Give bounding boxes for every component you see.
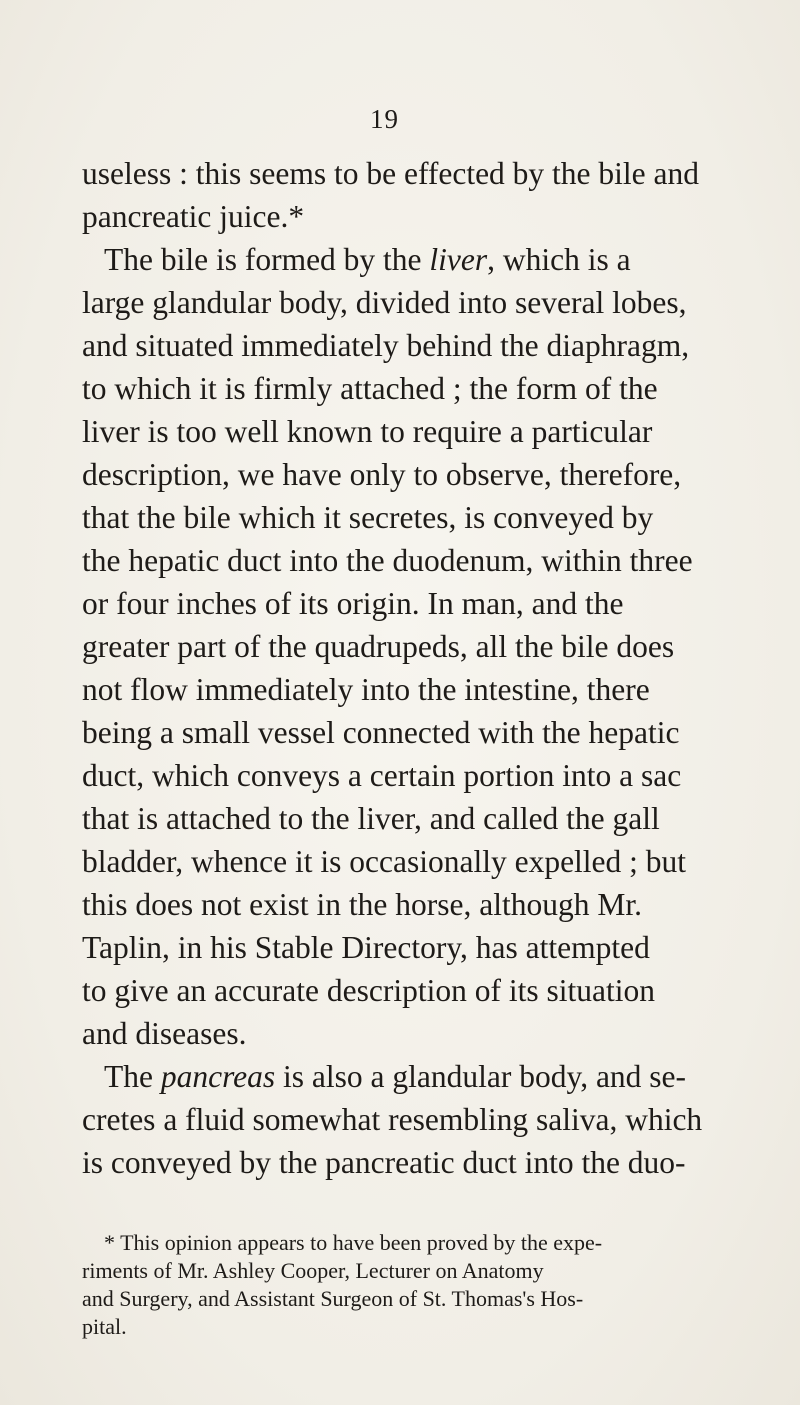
text-line: and diseases. — [82, 1016, 247, 1051]
text-line: that is attached to the liver, and called the gall — [82, 801, 660, 836]
text-line: liver is too well known to require a particular — [82, 414, 653, 449]
text-line: Taplin, in his Stable Directory, has attempted — [82, 930, 650, 965]
body-text — [82, 152, 742, 1184]
text-line: that the bile which it secretes, is conveyed by — [82, 500, 654, 535]
text-line: description, we have only to observe, therefore, — [82, 457, 682, 492]
text-line: cretes a fluid somewhat resembling saliva, which — [82, 1102, 703, 1137]
text-line: greater part of the quadrupeds, all the bile does — [82, 629, 675, 664]
text-line: to which it is firmly attached ; the form of the — [82, 371, 658, 406]
text-line: duct, which conveys a certain portion into a sac — [82, 758, 682, 793]
text-run: , which is a — [487, 242, 631, 277]
footnote-line: riments of Mr. Ashley Cooper, Lecturer on Anatomy — [82, 1258, 544, 1283]
italic-term-liver: liver — [429, 242, 488, 277]
footnote-line: * This opinion appears to have been proved by the expe- — [104, 1230, 603, 1255]
text-line: to give an accurate description of its situation — [82, 973, 655, 1008]
paragraph-first-line — [82, 1055, 742, 1098]
text-line: not flow immediately into the intestine, there — [82, 672, 650, 707]
text-line: useless : this seems to be effected by the bile and — [82, 156, 700, 191]
text-run: The — [104, 1059, 161, 1094]
text-run: The bile is formed by the — [104, 242, 430, 277]
text-run: is also a glandular body, and se- — [275, 1059, 687, 1094]
footnote-line: pital. — [82, 1314, 127, 1339]
text-line: and situated immediately behind the diaphragm, — [82, 328, 690, 363]
text-line: or four inches of its origin. In man, and the — [82, 586, 624, 621]
text-line: large glandular body, divided into several lobes, — [82, 285, 687, 320]
italic-term-pancreas: pancreas — [160, 1059, 276, 1094]
page-number: 19 — [370, 104, 399, 134]
text-line: bladder, whence it is occasionally expelled ; but — [82, 844, 687, 879]
paragraph-first-line — [82, 238, 742, 281]
text-line: pancreatic juice.* — [82, 199, 305, 234]
text-line: this does not exist in the horse, although Mr. — [82, 887, 642, 922]
text-line: being a small vessel connected with the hepatic — [82, 715, 680, 750]
text-line: the hepatic duct into the duodenum, within three — [82, 543, 693, 578]
text-line: is conveyed by the pancreatic duct into the duo- — [82, 1145, 686, 1180]
footnote — [82, 1229, 742, 1341]
footnote-line: and Surgery, and Assistant Surgeon of St. Thomas's Hos- — [82, 1286, 584, 1311]
